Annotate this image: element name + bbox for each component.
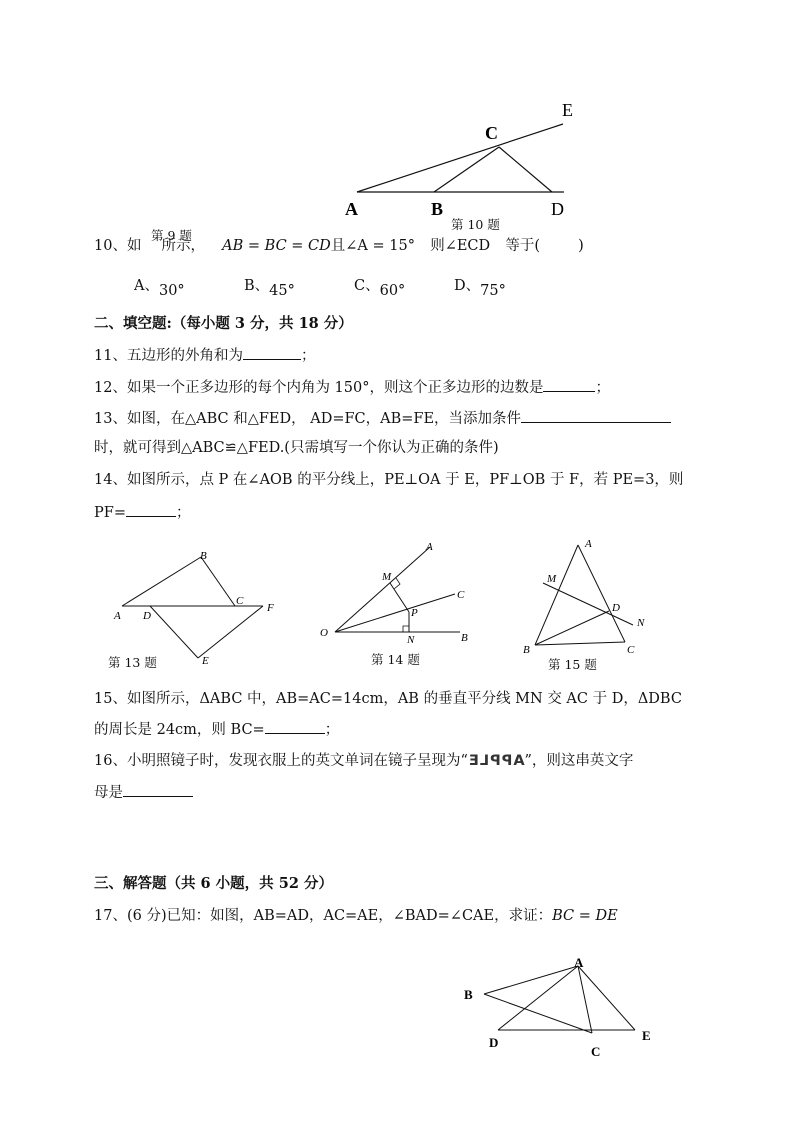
question-16-line-1 [94, 751, 633, 771]
q10-text-f: ) [578, 238, 584, 254]
figure-q15 [515, 535, 655, 660]
q11-answer-blank[interactable] [243, 345, 301, 360]
mirrored-word: APPLE [467, 753, 525, 769]
label-d: D [612, 602, 620, 614]
option-d[interactable] [454, 276, 506, 299]
point-label-c: C [485, 123, 498, 143]
label-c: C [236, 595, 244, 607]
q10-text-c: 且∠A = 15° [330, 238, 415, 254]
q13-text-1: 13、如图，在△ABC 和△FED， AD=FC，AB=FE，当添加条件 [94, 411, 522, 427]
label-p: P [411, 607, 418, 619]
q16-answer-blank[interactable] [123, 782, 193, 797]
label-e: E [202, 655, 209, 667]
point-label-d: D [551, 199, 564, 219]
label-d: D [143, 610, 151, 622]
option-a-value: 30° [158, 283, 185, 299]
q10-text-b: 所示， [161, 238, 205, 254]
option-d-label: D、 [454, 278, 481, 294]
section-2-title: 二、填空题:（每小题 3 分，共 18 分） [94, 315, 353, 332]
label-c: C [627, 644, 635, 656]
q15-text-2: 的周长是 24cm，则 BC= [94, 722, 265, 738]
q11-tail: ； [300, 348, 316, 364]
q10-text-e: 等于( [505, 238, 541, 254]
q12-text: 12、如果一个正多边形的每个内角为 150°，则这个正多边形的边数是 [94, 380, 544, 396]
option-a-label: A、 [134, 278, 159, 294]
label-a: A [585, 538, 592, 550]
point-label-a: A [345, 199, 358, 219]
option-c-value: 60° [379, 283, 406, 299]
q16-text-2: 母是 [94, 785, 123, 801]
q13-answer-blank[interactable] [521, 408, 671, 423]
label-c: C [591, 1044, 601, 1059]
label-a: A [426, 541, 433, 553]
question-13-line-1 [94, 408, 671, 429]
label-f: F [267, 602, 274, 614]
question-16-line-2 [94, 782, 193, 803]
q12-answer-blank[interactable] [543, 377, 595, 392]
q16-text-1a: 16、小明照镜子时，发现衣服上的英文单词在镜子呈现为“ [94, 753, 468, 769]
caption-q9: 第 9 题 [151, 228, 192, 243]
q17-formula: BC = DE [552, 908, 618, 924]
figure-q17 [455, 950, 665, 1065]
question-15-line-2 [94, 719, 339, 740]
label-e: E [642, 1028, 651, 1043]
q10-text-d: 则∠ECD [430, 238, 491, 254]
label-a: A [114, 610, 121, 622]
question-17 [94, 906, 618, 926]
label-d: D [489, 1035, 499, 1050]
question-14-line-1: 14、如图所示，点 P 在∠AOB 的平分线上，PE⊥OA 于 E，PF⊥OB 于 F，若 PE=3，则 [94, 472, 684, 488]
q14-answer-blank[interactable] [126, 502, 176, 517]
label-n: N [407, 634, 415, 646]
option-a[interactable] [134, 276, 185, 299]
option-c[interactable] [354, 276, 406, 299]
label-o: O [320, 627, 328, 639]
figure-q13 [105, 545, 285, 670]
label-m: M [382, 571, 392, 583]
point-label-e: E [562, 100, 573, 120]
question-10 [94, 236, 584, 256]
label-b: B [461, 632, 468, 644]
label-n: N [637, 617, 645, 629]
option-b-value: 45° [269, 283, 295, 299]
label-b: B [200, 550, 207, 562]
option-b[interactable] [244, 276, 295, 299]
q17-text: 17、(6 分)已知：如图，AB=AD，AC=AE，∠BAD=∠CAE，求证： [94, 908, 553, 924]
q12-tail: ； [595, 380, 610, 396]
section-3-title: 三、解答题（共 6 小题，共 52 分） [94, 875, 333, 892]
question-13-line-2: 时，就可得到△ABC≌△FED.(只需填写一个你认为正确的条件) [94, 440, 499, 456]
q15-tail: ； [324, 722, 340, 738]
caption-q14: 第 14 题 [371, 652, 420, 667]
label-c: C [457, 589, 465, 601]
question-15-line-1: 15、如图所示，ΔABC 中，AB=AC=14cm，AB 的垂直平分线 MN 交 AC 于 D，ΔDBC [94, 691, 682, 707]
caption-q15: 第 15 题 [548, 657, 597, 672]
q15-answer-blank[interactable] [265, 719, 325, 734]
option-b-label: B、 [244, 278, 270, 294]
figure-q10 [340, 95, 600, 230]
option-d-value: 75° [480, 283, 506, 299]
caption-q10: 第 10 题 [451, 217, 500, 232]
label-b: B [464, 987, 473, 1002]
q10-text-a: 10、如 [94, 238, 142, 254]
q16-text-1b: ”，则这串英文字 [524, 753, 634, 769]
label-a: A [574, 955, 584, 970]
q10-formula: AB = BC = CD [222, 238, 331, 254]
question-12 [94, 377, 610, 398]
label-m: M [547, 573, 557, 585]
q11-text: 11、五边形的外角和为 [94, 348, 243, 364]
question-14-line-2 [94, 502, 190, 523]
q14-tail: ； [175, 505, 191, 521]
caption-q13: 第 13 题 [108, 655, 157, 670]
figure-q14 [310, 535, 490, 650]
point-label-b: B [431, 199, 444, 219]
option-c-label: C、 [354, 278, 380, 294]
q14-text-2: PF= [94, 505, 126, 521]
question-11 [94, 345, 315, 366]
label-b: B [523, 644, 530, 656]
